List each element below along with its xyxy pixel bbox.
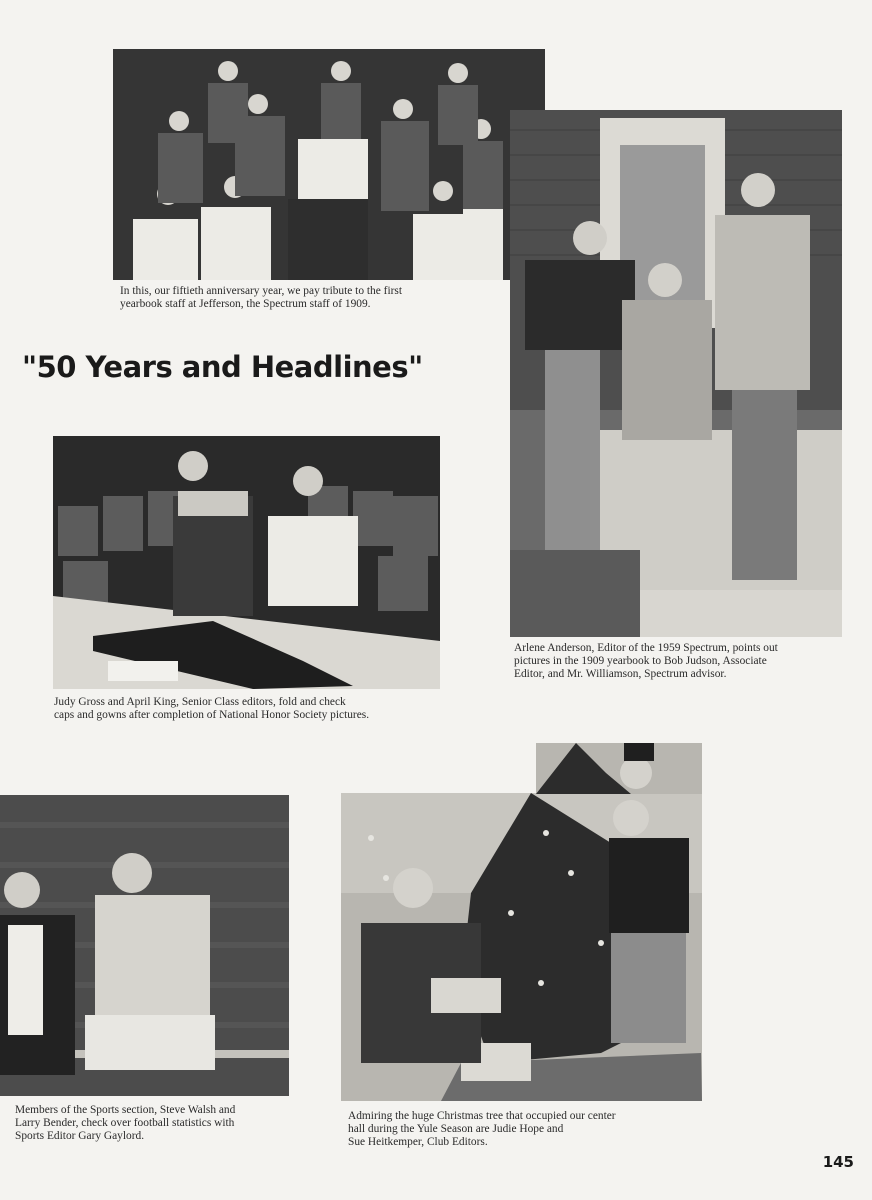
photo-sports-section <box>0 795 289 1096</box>
caption-christmas-tree: Admiring the huge Christmas tree that occupied our center hall during the Yule Season are Judie Hope and Sue Heitkemper, Club Editors. <box>348 1110 616 1148</box>
page-number: 145 <box>822 1153 854 1171</box>
caption-sports-section: Members of the Sports section, Steve Walsh and Larry Bender, check over football statistics with Sports Editor Gary Gaylord. <box>15 1104 236 1142</box>
photo-christmas-tree-top <box>536 743 702 794</box>
photo-editors-on-steps <box>510 110 842 637</box>
caption-editors-on-steps: Arlene Anderson, Editor of the 1959 Spectrum, points out pictures in the 1909 yearbook to Bob Judson, Associate Editor, and Mr. Williamson, Spectrum advisor. <box>514 642 778 680</box>
caption-spectrum-staff-1909: In this, our fiftieth anniversary year, we pay tribute to the first yearbook staff at Jefferson, the Spectrum staff of 1909. <box>120 285 403 310</box>
caption-senior-class-editors: Judy Gross and April King, Senior Class editors, fold and check caps and gowns after completion of National Honor Society pictures. <box>54 696 370 721</box>
photo-christmas-tree <box>341 793 702 1101</box>
page-headline: "50 Years and Headlines" <box>22 350 423 384</box>
photo-senior-class-editors <box>53 436 440 689</box>
photo-spectrum-staff-1909 <box>113 49 545 280</box>
